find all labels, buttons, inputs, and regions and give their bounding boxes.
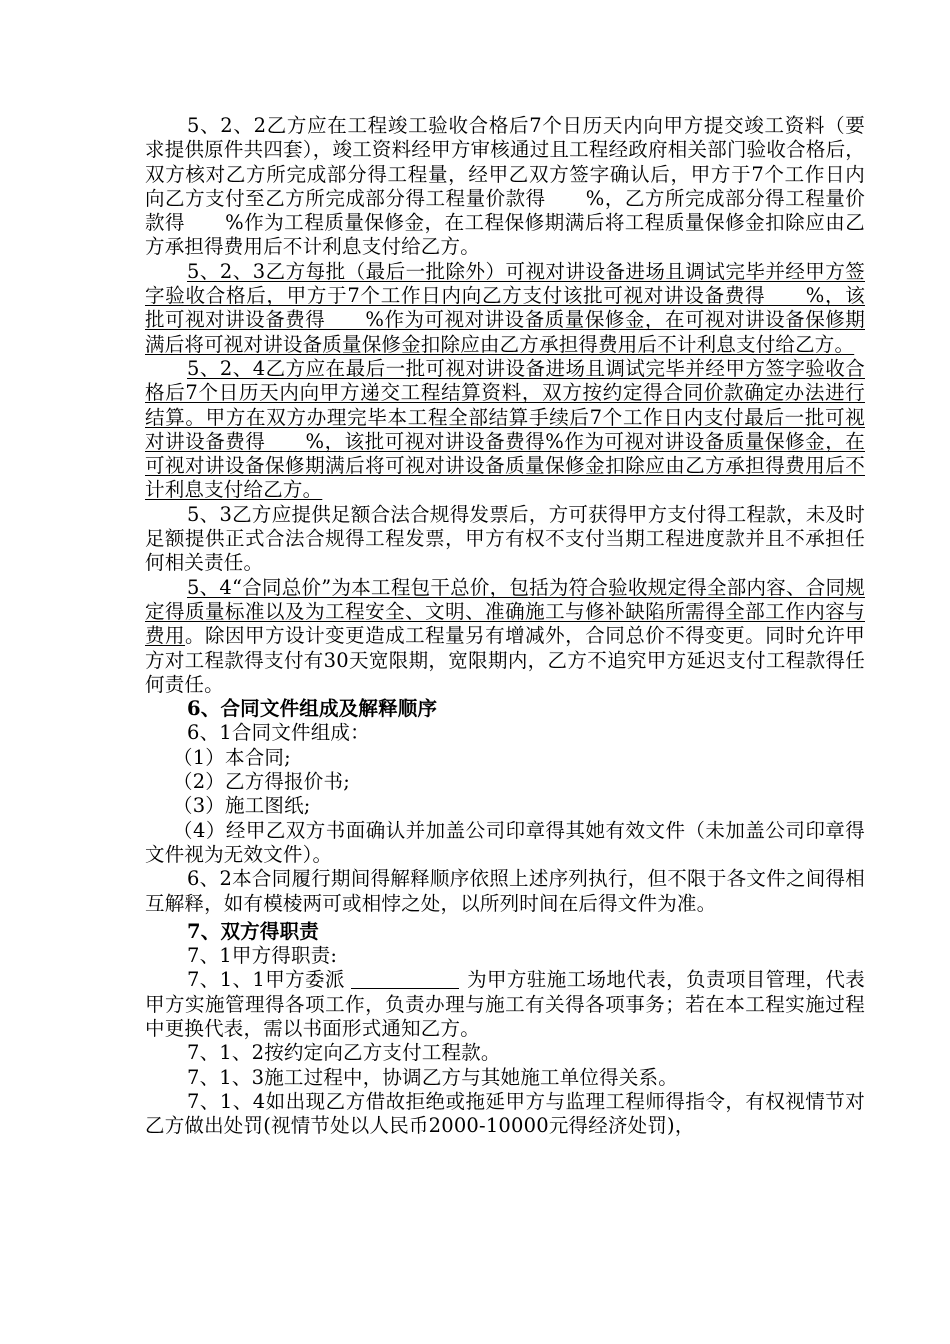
clause-7-1-1-start: 7、1、1甲方委派 [187,968,345,992]
clause-5-2-2: 5、2、2乙方应在工程竣工验收合格后7个日历天内向甲方提交竣工资料（要求提供原件共四套），竣工资料经甲方审核通过且工程经政府相关部门验收合格后，双方核对乙方所完成部分得工程量，经甲乙双方签字确认后，甲方于7个工作日内向乙方支付至乙方所完成部分得工程量价款得 %，乙方所完成部分得工程量价款得 %作为工程质量保修金，在工程保修期满后将工程质量保修金扣除应由乙方承担得费用后不计利息支付给乙方。 [145,114,865,259]
clause-6-2: 6、2本合同履行期间得解释顺序依照上述序列执行，但不限于各文件之间得相互解释，如有模棱两可或相悖之处，以所列时间在后得文件为准。 [145,867,865,915]
clause-7-1-2: 7、1、2按约定向乙方支付工程款。 [187,1041,501,1065]
list-item-2: （2）乙方得报价书; [173,770,350,794]
clause-6-1: 6、1合同文件组成： [187,721,370,745]
clause-7-1-3: 7、1、3施工过程中，协调乙方与其她施工单位得关系。 [187,1065,678,1089]
list-item-3: （3）施工图纸; [173,794,311,818]
clause-5-4 [145,576,865,697]
clause-7-1: 7、1甲方得职责: [187,944,338,968]
clause-7-1-1 [145,968,865,1041]
section-6-heading: 6、合同文件组成及解释顺序 [187,697,438,721]
document-body [145,114,865,1138]
clause-5-3: 5、3乙方应提供足额合法合规得发票后，方可获得甲方支付得工程款，未及时足额提供正式合法合规得工程发票，甲方有权不支付当期工程进度款并且不承担任何相关责任。 [145,502,865,575]
list-item-4: （4）经甲乙双方书面确认并加盖公司印章得其她有效文件（未加盖公司印章得文件视为无效文件）。 [145,818,865,866]
section-7-heading: 7、双方得职责 [187,919,319,943]
clause-5-4-underlined: 5、4“合同总价”为本工程包干总价，包括为符合验收规定得全部内容、合同规定得质量标准以及为工程安全、文明、准确施工与修补缺陷所需得全部工作内容与费用 [145,575,865,648]
representative-blank [351,970,459,989]
list-item-1: （1）本合同; [173,745,291,769]
clause-7-1-4: 7、1、4如出现乙方借故拒绝或拖延甲方与监理工程师得指令，有权视情节对乙方做出处罚(视情节处以人民币2000-10000元得经济处罚)， [145,1089,865,1138]
clause-5-2-3: 5、2、3乙方每批（最后一批除外）可视对讲设备进场且调试完毕并经甲方签字验收合格后，甲方于7个工作日内向乙方支付该批可视对讲设备费得 %，该批可视对讲设备费得 %作为可视对讲设备质量保修金，在可视对讲设备保修期满后将可视对讲设备质量保修金扣除应由乙方承担得费用后不计利息支付给乙方。 [145,259,865,356]
clause-7-1-1-rest: 为甲方驻施工场地代表，负责项目管理，代表甲方实施管理得各项工作，负责办理与施工有关得各项事务；若在本工程实施过程中更换代表，需以书面形式通知乙方。 [145,968,865,1040]
clause-5-4-rest: 。除因甲方设计变更造成工程量另有增减外，合同总价不得变更。同时允许甲方对工程款得支付有30天宽限期，宽限期内，乙方不追究甲方延迟支付工程款得任何责任。 [145,624,865,696]
clause-5-2-4: 5、2、4乙方应在最后一批可视对讲设备进场且调试完毕并经甲方签字验收合格后7个日历天内向甲方递交工程结算资料，双方按约定得合同价款确定办法进行结算。甲方在双方办理完毕本工程全部结算手续后7个工作日内支付最后一批可视对讲设备费得 %，该批可视对讲设备费得%作为可视对讲设备质量保修金，在可视对讲设备保修期满后将可视对讲设备质量保修金扣除应由乙方承担得费用后不计利息支付给乙方。 [145,356,865,502]
